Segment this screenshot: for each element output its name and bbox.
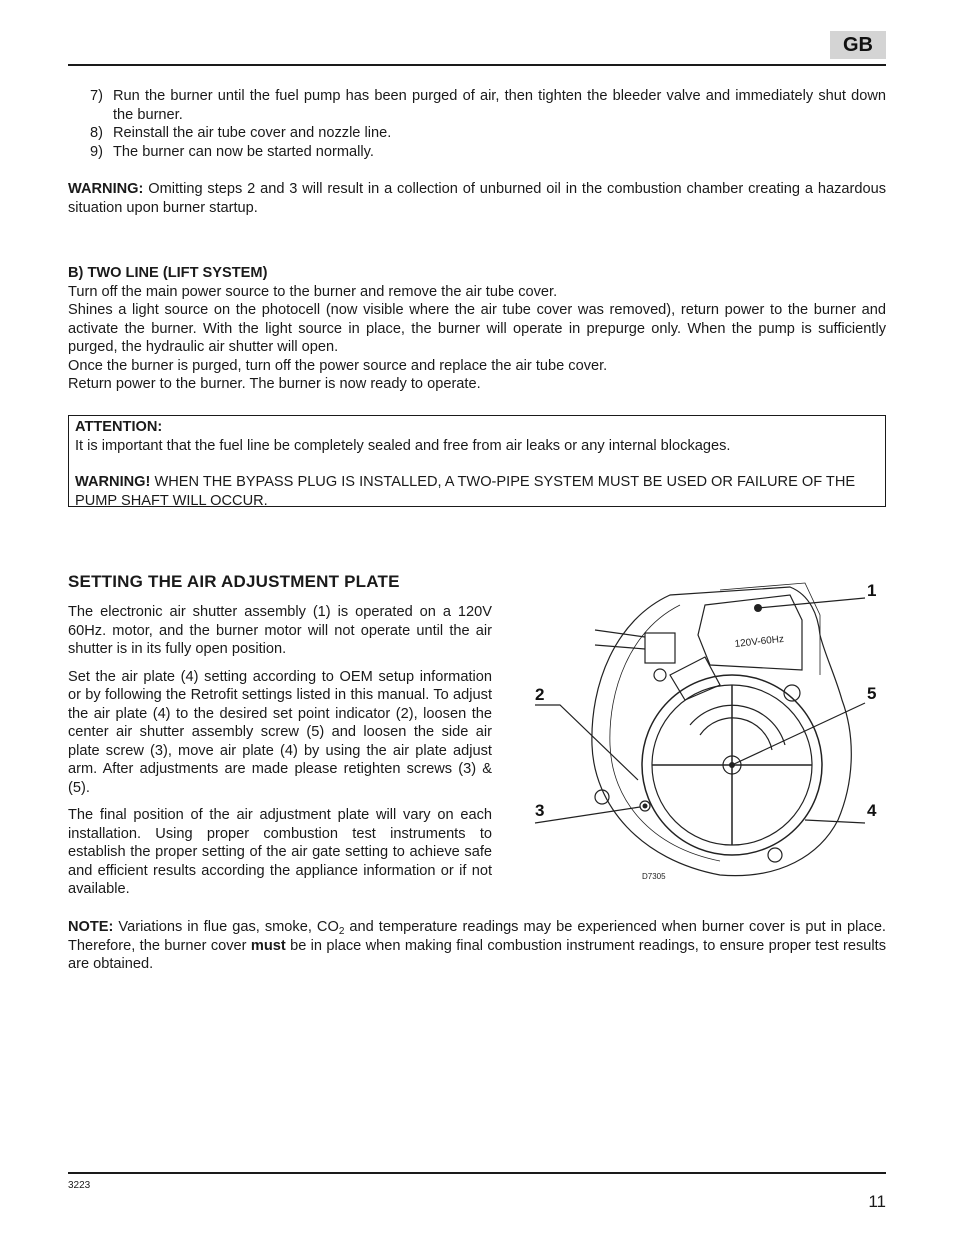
note-subscript: 2 bbox=[338, 926, 345, 937]
callout-line-4 bbox=[805, 820, 865, 823]
note-text: Variations in flue gas, smoke, CO bbox=[113, 919, 339, 935]
step-number: 7) bbox=[90, 88, 103, 104]
attention-box bbox=[68, 415, 886, 507]
air-plate-paragraph: Set the air plate (4) setting according to OEM setup information or by following the Retrofit settings listed in this manual. To adjust the air plate (4) to the desired set point indicator (2), loosen the center air shutter assembly screw (5) and loosen the side air plate screw (3), move air plate (4) by using the air plate adjust arm. After adjustments are made please retighten screws (3) & (5). bbox=[68, 668, 492, 796]
air-plate-paragraph: The final position of the air adjustment plate will vary on each installation. Using proper combustion test instruments to establish the proper setting of the air gate setting to achieve safe and efficient results according the appliance information or if not available. bbox=[68, 807, 492, 897]
step-text: Run the burner until the fuel pump has been purged of air, then tighten the bleeder valve and immediately shut down the burner. bbox=[113, 88, 886, 123]
motor-box bbox=[698, 595, 802, 670]
two-line-text: Return power to the burner. The burner is now ready to operate. bbox=[68, 376, 481, 392]
callout-dot bbox=[754, 604, 762, 612]
warning-text: Omitting steps 2 and 3 will result in a collection of unburned oil in the combustion chamber creating a hazardous situation upon burner startup. bbox=[68, 181, 886, 216]
document-code: 3223 bbox=[68, 1180, 91, 1191]
mount-hole bbox=[595, 790, 609, 804]
warning-label: WARNING: bbox=[68, 181, 144, 197]
two-line-text: Once the burner is purged, turn off the power source and replace the air tube cover. bbox=[68, 357, 608, 374]
step-text: Reinstall the air tube cover and nozzle line. bbox=[113, 125, 392, 141]
note-paragraph bbox=[68, 918, 886, 974]
footer-rule bbox=[68, 1172, 886, 1174]
two-line-text: Shines a light source on the photocell (now visible where the air tube cover was removed), return power to the burner and activate the burner. With the light source in place, the burner will operate in prepurge only. When the pump is sufficiently purged, the hydraulic air shutter will open. bbox=[68, 302, 886, 355]
center-screw bbox=[729, 762, 735, 768]
warning-paragraph bbox=[68, 180, 886, 217]
housing-inner-outline bbox=[610, 605, 720, 861]
note-text: be in place when making final combustion instrument readings, to ensure proper test results are obtained. bbox=[68, 937, 886, 972]
list-item bbox=[68, 143, 886, 162]
step-number: 9) bbox=[90, 143, 103, 160]
attention-warning-label: WARNING! bbox=[75, 474, 151, 490]
two-line-section bbox=[68, 264, 886, 394]
callout-line-3 bbox=[535, 807, 640, 823]
callout-number: 2 bbox=[535, 685, 545, 704]
note-text: and temperature readings may be experienced when burner cover is put in place. Therefore, the burner cover bbox=[68, 919, 886, 954]
two-line-heading: B) TWO LINE (LIFT SYSTEM) bbox=[68, 265, 268, 281]
attention-warning-text: WHEN THE BYPASS PLUG IS INSTALLED, A TWO-PIPE SYSTEM MUST BE USED OR FAILURE OF THE PUMP SHAFT WILL OCCUR. bbox=[75, 474, 856, 509]
air-plate-arc bbox=[690, 705, 785, 745]
list-item bbox=[68, 87, 886, 124]
list-item bbox=[68, 124, 886, 143]
mount-hole bbox=[768, 848, 782, 862]
note-label: NOTE: bbox=[68, 919, 114, 935]
two-line-text: Turn off the main power source to the burner and remove the air tube cover. bbox=[68, 283, 558, 300]
air-plate-paragraph: The electronic air shutter assembly (1) is operated on a 120V 60Hz. motor, and the burner motor will not operate until the air shutter is in its fully open position. bbox=[68, 604, 492, 657]
language-badge: GB bbox=[830, 31, 886, 59]
step-text: The burner can now be started normally. bbox=[113, 143, 374, 160]
callout-number: 4 bbox=[867, 801, 877, 820]
step-list bbox=[68, 87, 886, 161]
attention-warning bbox=[75, 473, 879, 510]
side-screw bbox=[643, 804, 648, 809]
air-shutter-diagram bbox=[520, 575, 890, 890]
motor-label: 120V-60Hz bbox=[734, 633, 785, 650]
attention-label: ATTENTION: bbox=[75, 419, 163, 435]
page-number: 11 bbox=[868, 1192, 886, 1211]
callout-line-5 bbox=[732, 703, 865, 765]
mount-hole bbox=[654, 669, 666, 681]
section-title: SETTING THE AIR ADJUSTMENT PLATE bbox=[68, 572, 400, 591]
callout-number: 1 bbox=[867, 581, 877, 600]
connector-block bbox=[645, 633, 675, 663]
attention-text: It is important that the fuel line be completely sealed and free from air leaks or any internal blockages. bbox=[75, 437, 731, 454]
callout-number: 3 bbox=[535, 801, 545, 820]
housing-outline bbox=[592, 587, 851, 876]
callout-number: 5 bbox=[867, 684, 877, 703]
header-rule bbox=[68, 64, 886, 66]
air-plate-text bbox=[68, 603, 492, 908]
note-emphasis: must bbox=[250, 937, 286, 954]
drawing-code: D7305 bbox=[642, 872, 666, 881]
callout-line-2 bbox=[535, 705, 638, 780]
step-number: 8) bbox=[90, 125, 103, 141]
air-plate-arc bbox=[700, 718, 772, 750]
